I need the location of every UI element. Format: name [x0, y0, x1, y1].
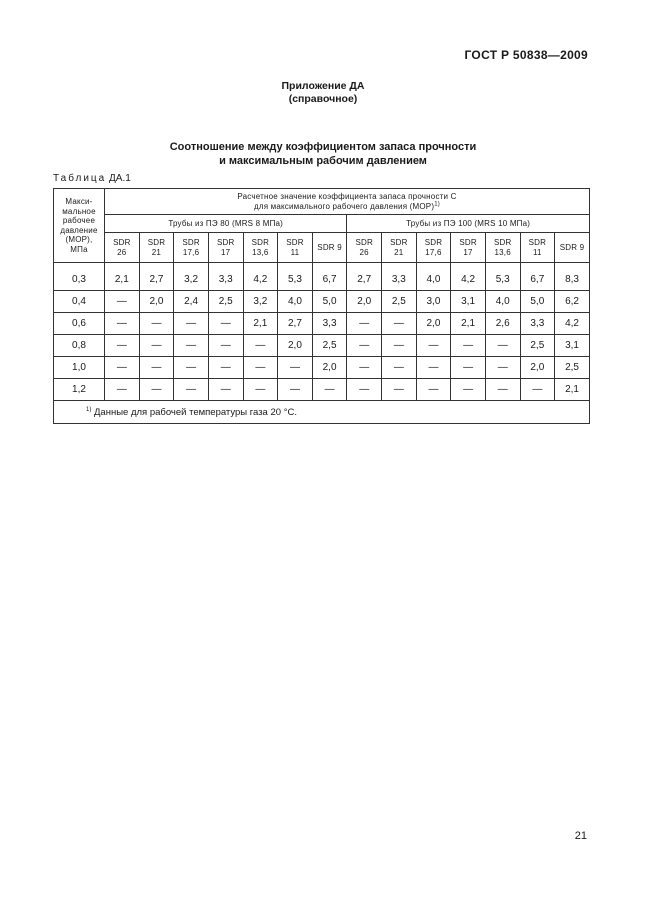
sdr-column-header [174, 233, 209, 263]
value-cell: — [105, 291, 140, 313]
sdr-header-line: 11 [290, 247, 300, 257]
value-cell: — [139, 357, 174, 379]
table-row [54, 357, 590, 379]
table-row [54, 335, 590, 357]
value-cell: 2,1 [105, 263, 140, 291]
value-cell: 3,3 [312, 313, 347, 335]
top-header-line-2: для максимального рабочего давления (МОР)$^{1)}$ [253, 200, 440, 211]
table-label [53, 173, 131, 184]
top-header [105, 189, 590, 215]
value-cell: 2,5 [382, 291, 417, 313]
value-cell: — [382, 313, 417, 335]
table-label-id: ДА.1 [109, 173, 131, 184]
value-cell: 4,2 [243, 263, 278, 291]
value-cell: — [243, 335, 278, 357]
value-cell: 2,0 [520, 357, 555, 379]
value-cell: 2,7 [347, 263, 382, 291]
sdr-header-line: SDR [390, 238, 408, 247]
value-cell: — [416, 335, 451, 357]
footnote-mark: 1) [86, 406, 92, 413]
value-cell: 4,2 [451, 263, 486, 291]
sdr-header-line: SDR [216, 238, 235, 247]
section-title-line-1: Соотношение между коэффициентом запаса прочности [169, 141, 477, 153]
pressure-cell: 0,8 [54, 335, 105, 357]
sdr-header-line: SDR [528, 238, 547, 247]
value-cell: — [174, 335, 209, 357]
sdr-header-line: 17 [221, 247, 231, 257]
value-cell: 2,0 [312, 357, 347, 379]
value-cell: 2,0 [347, 291, 382, 313]
value-cell: 5,0 [520, 291, 555, 313]
value-cell: — [312, 379, 347, 401]
sdr-header-line: 17 [463, 247, 473, 257]
value-cell: 2,5 [520, 335, 555, 357]
sdr-column-header [555, 233, 590, 263]
table-label-word: Таблица [53, 173, 107, 184]
document-code: ГОСТ Р 50838—2009 [464, 48, 588, 62]
sdr-header-line: SDR [355, 238, 373, 247]
sdr-header-line: SDR [113, 238, 131, 247]
value-cell: — [347, 357, 382, 379]
footnote-row [54, 401, 590, 424]
value-cell: — [139, 379, 174, 401]
value-cell: 4,0 [416, 263, 451, 291]
sdr-column-header [208, 233, 243, 263]
value-cell: — [416, 357, 451, 379]
sdr-header-line: SDR [147, 238, 166, 247]
value-cell: — [105, 335, 140, 357]
value-cell: — [485, 357, 520, 379]
value-cell: — [208, 313, 243, 335]
value-cell: — [382, 357, 417, 379]
sdr-header-line: SDR 9 [559, 242, 585, 252]
value-cell: — [451, 357, 486, 379]
value-cell: — [105, 379, 140, 401]
group-header-pe100: Трубы из ПЭ 100 (MRS 10 МПа) [347, 215, 590, 233]
value-cell: 2,4 [174, 291, 209, 313]
value-cell: 3,0 [416, 291, 451, 313]
value-cell: 4,0 [485, 291, 520, 313]
sdr-column-header [382, 233, 417, 263]
sdr-column-header [347, 233, 382, 263]
value-cell: — [208, 357, 243, 379]
value-cell: — [382, 335, 417, 357]
value-cell: 6,7 [520, 263, 555, 291]
value-cell: 2,0 [139, 291, 174, 313]
pressure-cell: 0,6 [54, 313, 105, 335]
sdr-header-line: 11 [532, 247, 542, 257]
sdr-header-line: 21 [151, 247, 162, 257]
sdr-header-line: SDR [182, 238, 200, 247]
group-header-pe80: Трубы из ПЭ 80 (MRS 8 МПа) [105, 215, 347, 233]
value-cell: — [208, 379, 243, 401]
value-cell: 2,5 [555, 357, 590, 379]
table-row [54, 313, 590, 335]
value-cell: 2,5 [312, 335, 347, 357]
annex-heading [0, 80, 646, 106]
stub-line: МПа [70, 244, 88, 254]
pressure-cell: 1,2 [54, 379, 105, 401]
stub-line: давление [60, 225, 98, 235]
value-cell: 2,7 [278, 313, 313, 335]
stub-header [54, 189, 105, 263]
sdr-header-line: SDR [459, 238, 477, 247]
pressure-cell: 0,4 [54, 291, 105, 313]
sdr-column-header [416, 233, 451, 263]
value-cell: 2,1 [555, 379, 590, 401]
table-row [54, 263, 590, 291]
value-cell: — [382, 379, 417, 401]
sdr-header-line: 17,6 [425, 247, 442, 257]
value-cell: 5,0 [312, 291, 347, 313]
sdr-header-line: 17,6 [182, 247, 200, 257]
value-cell: 3,3 [520, 313, 555, 335]
data-table [53, 188, 590, 424]
sdr-column-header [278, 233, 313, 263]
value-cell: — [347, 335, 382, 357]
value-cell: — [347, 379, 382, 401]
table-row [54, 379, 590, 401]
value-cell: — [243, 379, 278, 401]
pressure-cell: 0,3 [54, 263, 105, 291]
value-cell: — [451, 335, 486, 357]
value-cell: 2,1 [451, 313, 486, 335]
value-cell: — [520, 379, 555, 401]
sdr-header-line: SDR 9 [317, 242, 342, 252]
footnote [54, 401, 590, 424]
value-cell: 3,3 [208, 263, 243, 291]
sdr-header-line: 26 [359, 247, 369, 257]
value-cell: — [174, 313, 209, 335]
value-cell: 5,3 [485, 263, 520, 291]
sdr-column-header [520, 233, 555, 263]
value-cell: 3,3 [382, 263, 417, 291]
sdr-header-line: 21 [394, 247, 404, 257]
value-cell: — [139, 335, 174, 357]
value-cell: 5,3 [278, 263, 313, 291]
value-cell: 3,1 [555, 335, 590, 357]
value-cell: 2,5 [208, 291, 243, 313]
stub-line: мальное [62, 206, 96, 216]
value-cell: — [485, 335, 520, 357]
value-cell: — [174, 357, 209, 379]
value-cell: — [105, 357, 140, 379]
stub-line: Макси- [65, 197, 93, 206]
value-cell: 4,2 [555, 313, 590, 335]
value-cell: 2,6 [485, 313, 520, 335]
value-cell: — [105, 313, 140, 335]
sdr-header-line: 13,6 [494, 247, 511, 257]
sdr-column-header [312, 233, 347, 263]
pressure-cell: 1,0 [54, 357, 105, 379]
section-title [0, 140, 646, 168]
value-cell: — [485, 379, 520, 401]
value-cell: 8,3 [555, 263, 590, 291]
value-cell: 4,0 [278, 291, 313, 313]
sdr-column-header [105, 233, 140, 263]
sdr-header-line: SDR [251, 238, 270, 247]
sdr-header-line: SDR [424, 238, 443, 247]
value-cell: — [451, 379, 486, 401]
sdr-header-line: SDR [286, 238, 304, 247]
value-cell: — [278, 379, 313, 401]
value-cell: — [278, 357, 313, 379]
stub-line: рабочее [62, 216, 96, 225]
top-header-line-1: Расчетное значение коэффициента запаса прочности C [237, 192, 457, 201]
value-cell: — [416, 379, 451, 401]
value-cell: 2,7 [139, 263, 174, 291]
footnote-ref: 1) [434, 200, 440, 207]
section-title-line-2: и максимальным рабочим давлением [219, 155, 427, 167]
page-number: 21 [574, 830, 587, 842]
annex-title: Приложение ДА [281, 80, 365, 92]
value-cell: — [347, 313, 382, 335]
value-cell: — [243, 357, 278, 379]
sdr-header-line: 13,6 [252, 247, 269, 257]
value-cell: 6,7 [312, 263, 347, 291]
value-cell: 2,1 [243, 313, 278, 335]
value-cell: — [208, 335, 243, 357]
sdr-column-header [139, 233, 174, 263]
value-cell: — [139, 313, 174, 335]
annex-subtitle: (справочное) [288, 93, 358, 105]
value-cell: — [174, 379, 209, 401]
value-cell: 6,2 [555, 291, 590, 313]
stub-line: (МОР), [65, 235, 93, 244]
sdr-column-header [451, 233, 486, 263]
sdr-header-line: 26 [117, 247, 127, 257]
value-cell: 3,1 [451, 291, 486, 313]
footnote-text: Данные для рабочей температуры газа 20 °С. [91, 406, 297, 418]
sdr-column-header [485, 233, 520, 263]
value-cell: 3,2 [243, 291, 278, 313]
sdr-header-line: SDR [493, 238, 512, 247]
table-row [54, 291, 590, 313]
value-cell: 2,0 [278, 335, 313, 357]
value-cell: 2,0 [416, 313, 451, 335]
sdr-column-header [243, 233, 278, 263]
value-cell: 3,2 [174, 263, 209, 291]
